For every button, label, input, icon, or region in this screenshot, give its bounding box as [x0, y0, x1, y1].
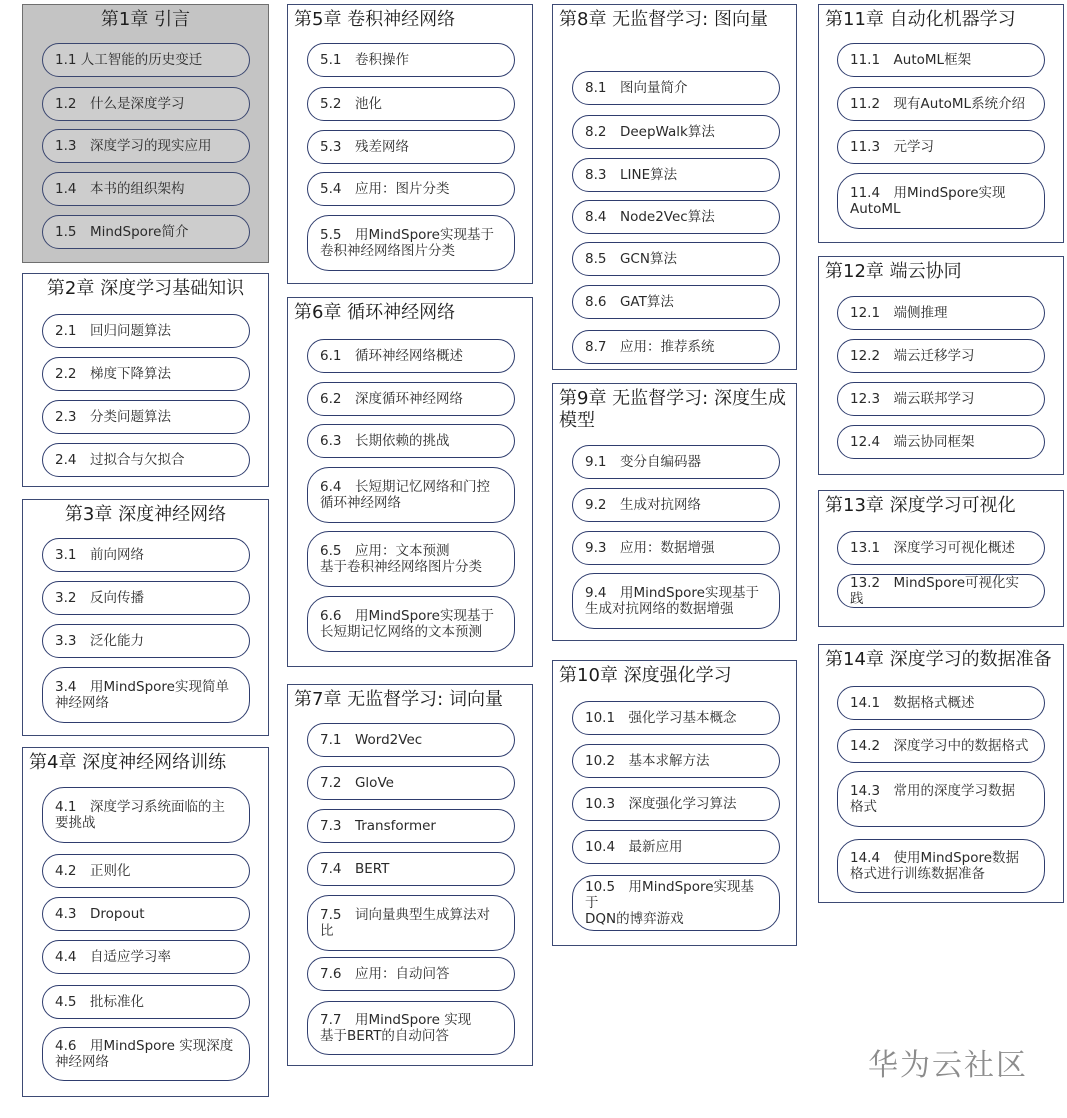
section-label: 6.3 长期依赖的挑战: [320, 433, 450, 449]
section-label: 5.1 卷积操作: [320, 52, 409, 68]
section-label: 2.2 梯度下降算法: [55, 366, 171, 382]
section-label: 7.3 Transformer: [320, 818, 436, 834]
section-label: 12.3 端云联邦学习: [850, 391, 975, 407]
chapter-5-box: [287, 4, 533, 284]
section-2-3: [42, 400, 250, 434]
section-8-1: [572, 71, 780, 105]
section-10-1: [572, 701, 780, 735]
section-label: 13.2 MindSpore可视化实践: [850, 575, 1020, 607]
chapter-6-title: 第6章 循环神经网络: [294, 302, 456, 323]
section-label: 11.2 现有AutoML系统介绍: [850, 96, 1026, 112]
section-1-3: [42, 129, 250, 163]
section-7-1: [307, 723, 515, 757]
section-9-1: [572, 445, 780, 479]
section-label: 2.4 过拟合与欠拟合: [55, 452, 185, 468]
section-7-5: [307, 895, 515, 951]
section-1-2: [42, 87, 250, 121]
chapter-9-title: 第9章 无监督学习: 深度生成模型: [559, 388, 786, 431]
section-label: 10.2 基本求解方法: [585, 753, 710, 769]
section-6-2: [307, 382, 515, 416]
chapter-7-box: [287, 684, 533, 1066]
section-label: 1.5 MindSpore简介: [55, 224, 189, 240]
section-4-6: [42, 1027, 250, 1081]
section-4-4: [42, 940, 250, 974]
section-label: 8.6 GAT算法: [585, 294, 674, 310]
chapter-12-title: 第12章 端云协同: [825, 261, 962, 282]
section-11-1: [837, 43, 1045, 77]
chapter-2-title: 第2章 深度学习基础知识: [46, 278, 245, 299]
chapter-11-box: [818, 4, 1064, 243]
section-3-1: [42, 538, 250, 572]
section-label: 14.2 深度学习中的数据格式: [850, 738, 1029, 754]
section-8-4: [572, 200, 780, 234]
section-label: 11.4 用MindSpore实现 AutoML: [850, 185, 1006, 217]
section-12-1: [837, 296, 1045, 330]
section-1-4: [42, 172, 250, 206]
section-1-5: [42, 215, 250, 249]
chapter-3-title: 第3章 深度神经网络: [64, 504, 227, 525]
section-label: 7.6 应用：自动问答: [320, 966, 450, 982]
chapter-4-box: [22, 747, 269, 1097]
section-label: 10.4 最新应用: [585, 839, 683, 855]
section-7-2: [307, 766, 515, 800]
chapter-11-title: 第11章 自动化机器学习: [825, 9, 1016, 30]
section-4-3: [42, 897, 250, 931]
chapter-1-title: 第1章 引言: [100, 9, 191, 30]
section-label: 12.4 端云协同框架: [850, 434, 975, 450]
chapter-8-title: 第8章 无监督学习: 图向量: [559, 9, 768, 30]
section-label: 10.1 强化学习基本概念: [585, 710, 737, 726]
section-label: 6.1 循环神经网络概述: [320, 348, 463, 364]
section-13-1: [837, 531, 1045, 565]
section-label: 1.4 本书的组织架构: [55, 181, 185, 197]
section-label: 14.3 常用的深度学习数据 格式: [850, 783, 1016, 815]
section-4-2: [42, 854, 250, 888]
section-label: 3.2 反向传播: [55, 590, 144, 606]
section-6-1: [307, 339, 515, 373]
section-8-6: [572, 285, 780, 319]
section-label: 6.2 深度循环神经网络: [320, 391, 463, 407]
section-13-2: [837, 574, 1045, 608]
section-label: 1.1 人工智能的历史变迁: [55, 52, 203, 68]
section-10-5: [572, 875, 780, 931]
section-label: 11.1 AutoML框架: [850, 52, 972, 68]
section-label: 8.1 图向量简介: [585, 80, 688, 96]
section-label: 8.5 GCN算法: [585, 251, 677, 267]
section-2-1: [42, 314, 250, 348]
section-label: 5.5 用MindSpore实现基于 卷积神经网络图片分类: [320, 227, 494, 259]
section-7-4: [307, 852, 515, 886]
section-label: 9.3 应用：数据增强: [585, 540, 715, 556]
section-label: 4.5 批标准化: [55, 994, 144, 1010]
section-2-4: [42, 443, 250, 477]
section-4-1: [42, 787, 250, 843]
section-label: 5.3 残差网络: [320, 139, 409, 155]
section-label: 4.4 自适应学习率: [55, 949, 171, 965]
chapter-2-box: [22, 273, 269, 487]
section-14-2: [837, 729, 1045, 763]
section-14-3: [837, 771, 1045, 827]
section-label: 14.4 使用MindSpore数据 格式进行训练数据准备: [850, 850, 1020, 882]
chapter-8-box: [552, 4, 797, 370]
section-label: 10.5 用MindSpore实现基于 DQN的博弈游戏: [585, 879, 755, 927]
chapter-9-box: [552, 383, 797, 641]
section-14-1: [837, 686, 1045, 720]
chapter-3-box: [22, 499, 269, 736]
chapter-5-title: 第5章 卷积神经网络: [294, 9, 456, 30]
section-label: 6.4 长短期记忆网络和门控 循环神经网络: [320, 479, 490, 511]
section-9-3: [572, 531, 780, 565]
section-3-3: [42, 624, 250, 658]
section-5-2: [307, 87, 515, 121]
section-label: 9.4 用MindSpore实现基于 生成对抗网络的数据增强: [585, 585, 759, 617]
section-6-5: [307, 531, 515, 587]
section-label: 3.3 泛化能力: [55, 633, 144, 649]
section-label: 5.2 池化: [320, 96, 382, 112]
section-label: 7.1 Word2Vec: [320, 732, 423, 748]
section-label: 1.3 深度学习的现实应用: [55, 138, 212, 154]
section-7-3: [307, 809, 515, 843]
section-label: 6.6 用MindSpore实现基于 长短期记忆网络的文本预测: [320, 608, 494, 640]
section-label: 12.2 端云迁移学习: [850, 348, 975, 364]
section-9-4: [572, 573, 780, 629]
section-label: 3.1 前向网络: [55, 547, 144, 563]
section-label: 7.2 GloVe: [320, 775, 394, 791]
section-8-2: [572, 115, 780, 149]
section-10-4: [572, 830, 780, 864]
section-label: 7.4 BERT: [320, 861, 390, 877]
section-10-3: [572, 787, 780, 821]
section-6-4: [307, 467, 515, 523]
section-2-2: [42, 357, 250, 391]
section-label: 8.4 Node2Vec算法: [585, 209, 715, 225]
section-8-5: [572, 242, 780, 276]
section-7-6: [307, 957, 515, 991]
section-label: 4.6 用MindSpore 实现深度 神经网络: [55, 1038, 234, 1070]
section-12-2: [837, 339, 1045, 373]
chapter-7-title: 第7章 无监督学习: 词向量: [294, 689, 503, 710]
section-label: 12.1 端侧推理: [850, 305, 948, 321]
chapter-12-box: [818, 256, 1064, 475]
section-5-4: [307, 172, 515, 206]
section-label: 13.1 深度学习可视化概述: [850, 540, 1016, 556]
section-label: 4.1 深度学习系统面临的主 要挑战: [55, 799, 225, 831]
section-label: 6.5 应用：文本预测 基于卷积神经网络图片分类: [320, 543, 482, 575]
section-1-1: [42, 43, 250, 77]
watermark: 华为云社区: [868, 1048, 1028, 1083]
section-14-4: [837, 839, 1045, 893]
chapter-13-title: 第13章 深度学习可视化: [825, 495, 1016, 516]
section-12-4: [837, 425, 1045, 459]
section-11-4: [837, 173, 1045, 229]
section-8-3: [572, 158, 780, 192]
section-label: 1.2 什么是深度学习: [55, 96, 185, 112]
section-label: 7.5 词向量典型生成算法对 比: [320, 907, 490, 939]
section-label: 8.2 DeepWalk算法: [585, 124, 715, 140]
section-label: 11.3 元学习: [850, 139, 935, 155]
section-5-3: [307, 130, 515, 164]
section-label: 14.1 数据格式概述: [850, 695, 975, 711]
section-label: 3.4 用MindSpore实现简单 神经网络: [55, 679, 229, 711]
section-label: 9.2 生成对抗网络: [585, 497, 701, 513]
section-9-2: [572, 488, 780, 522]
section-3-2: [42, 581, 250, 615]
section-11-3: [837, 130, 1045, 164]
chapter-4-title: 第4章 深度神经网络训练: [29, 752, 227, 773]
section-label: 2.3 分类问题算法: [55, 409, 171, 425]
section-label: 4.2 正则化: [55, 863, 131, 879]
section-label: 5.4 应用：图片分类: [320, 181, 450, 197]
chapter-14-title: 第14章 深度学习的数据准备: [825, 649, 1052, 670]
section-8-7: [572, 330, 780, 364]
section-5-5: [307, 215, 515, 271]
chapter-10-box: [552, 660, 797, 946]
section-6-3: [307, 424, 515, 458]
section-6-6: [307, 596, 515, 652]
section-12-3: [837, 382, 1045, 416]
section-11-2: [837, 87, 1045, 121]
chapter-6-box: [287, 297, 533, 667]
section-7-7: [307, 1001, 515, 1055]
chapter-14-box: [818, 644, 1064, 903]
section-5-1: [307, 43, 515, 77]
section-label: 8.3 LINE算法: [585, 167, 678, 183]
section-label: 10.3 深度强化学习算法: [585, 796, 737, 812]
chapter-10-title: 第10章 深度强化学习: [559, 665, 732, 686]
section-label: 2.1 回归问题算法: [55, 323, 171, 339]
chapter-13-box: [818, 490, 1064, 627]
section-10-2: [572, 744, 780, 778]
section-label: 7.7 用MindSpore 实现 基于BERT的自动问答: [320, 1012, 472, 1044]
section-label: 4.3 Dropout: [55, 906, 145, 922]
chapter-1-box: [22, 4, 269, 263]
section-3-4: [42, 667, 250, 723]
section-label: 9.1 变分自编码器: [585, 454, 701, 470]
section-label: 8.7 应用：推荐系统: [585, 339, 715, 355]
section-4-5: [42, 985, 250, 1019]
